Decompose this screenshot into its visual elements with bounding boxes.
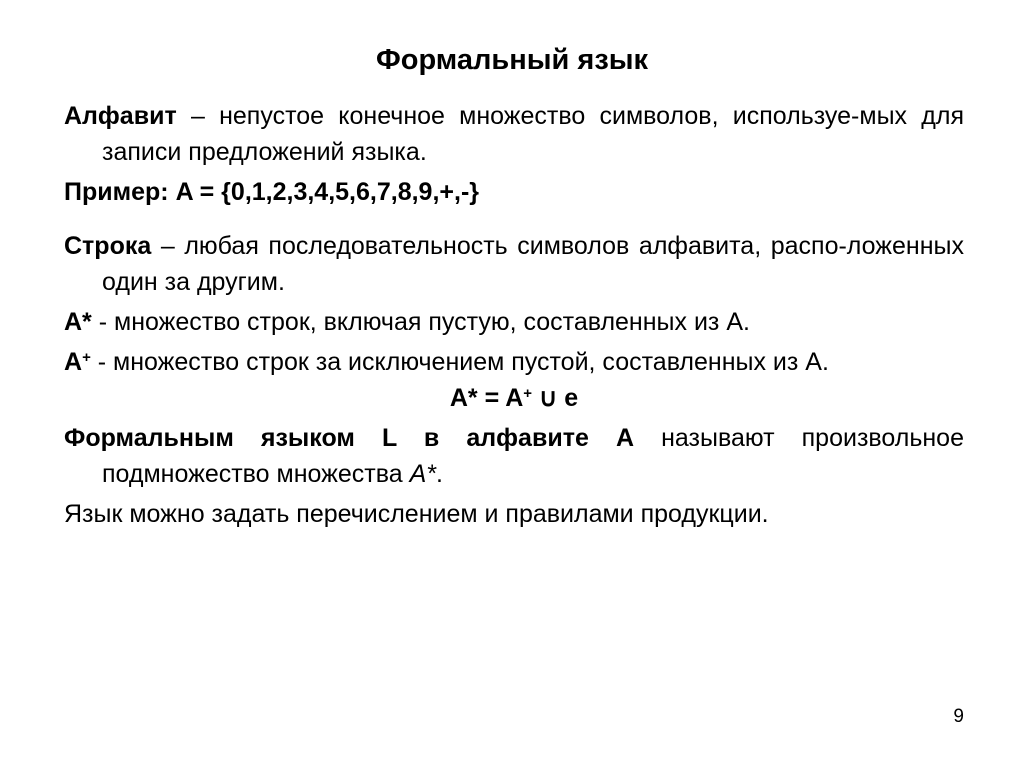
formal-language-end: .	[435, 460, 443, 488]
alphabet-term: Алфавит	[64, 102, 177, 130]
formula-union-operator: ∪	[532, 384, 565, 412]
page-number: 9	[953, 706, 964, 727]
example-label: Пример:	[64, 178, 176, 206]
formula-superscript: +	[523, 384, 533, 402]
closure-formula	[64, 380, 964, 416]
slide-title: Формальный язык	[375, 44, 649, 76]
string-definition-text: – любая последовательность символов алфавита, распо-ложенных один за другим.	[102, 232, 964, 296]
formal-language-term: Формальным языком L в алфавите A	[64, 424, 635, 452]
a-plus-definition	[64, 344, 964, 380]
string-term: Строка	[64, 232, 152, 260]
a-plus-symbol	[64, 348, 91, 376]
example-value: A = {0,1,2,3,4,5,6,7,8,9,+,-}	[175, 178, 480, 206]
slide-content	[64, 98, 964, 532]
alphabet-example	[64, 174, 964, 210]
string-definition	[64, 228, 964, 300]
a-plus-definition-text: - множество строк за исключением пустой, составленных из A.	[90, 348, 829, 376]
formal-language-symbol: A*	[409, 460, 436, 488]
alphabet-definition	[64, 98, 964, 170]
formula-left: A* = A	[449, 384, 524, 412]
a-plus-superscript: +	[82, 348, 91, 366]
formula-right: e	[564, 384, 579, 412]
a-star-symbol: A*	[64, 308, 92, 336]
alphabet-definition-text: – непустое конечное множество символов, используе-мых для записи предложений языка.	[102, 102, 964, 166]
a-plus-base: A	[64, 348, 83, 376]
closing-statement: Язык можно задать перечислением и правилами продукции.	[64, 500, 769, 528]
formal-language-definition	[64, 420, 964, 492]
a-star-definition-text: - множество строк, включая пустую, составленных из A.	[91, 308, 750, 336]
a-star-definition	[64, 304, 964, 340]
formal-language-text: называют произвольное подмножество множества	[102, 424, 964, 488]
